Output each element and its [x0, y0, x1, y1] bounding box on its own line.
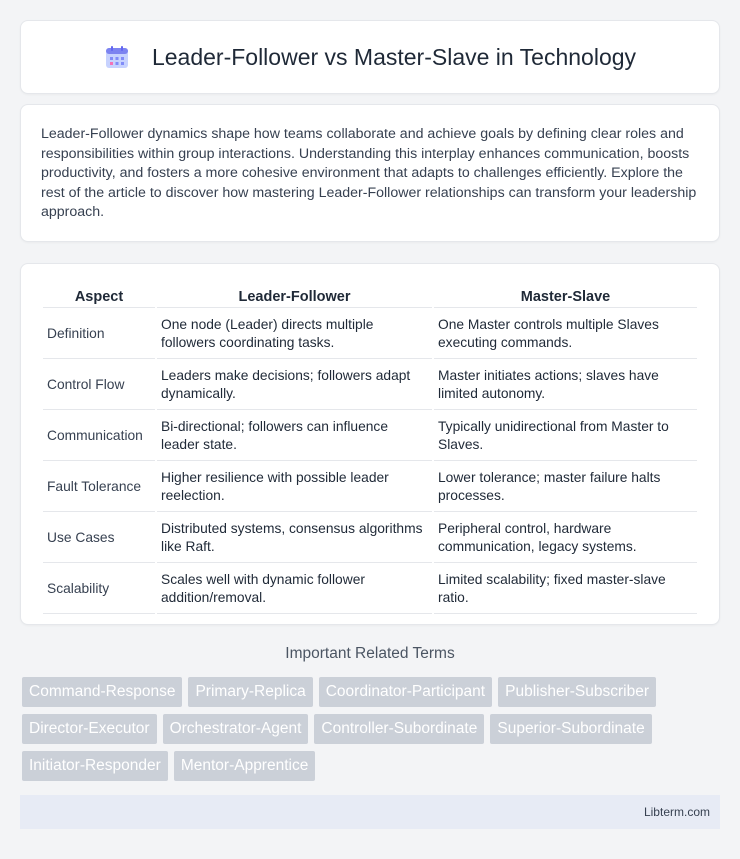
related-terms-heading: Important Related Terms [285, 645, 455, 662]
header-master-slave: Master-Slave [434, 286, 697, 308]
page-title: Leader-Follower vs Master-Slave in Technology [151, 43, 637, 70]
related-term-tag[interactable]: Controller-Subordinate [314, 714, 484, 744]
table-row [43, 361, 697, 410]
related-term-tag[interactable]: Publisher-Subscriber [498, 677, 656, 707]
row-aspect: Use Cases [43, 514, 155, 563]
related-term-tag[interactable]: Command-Response [22, 677, 182, 707]
footer-bar [20, 795, 720, 829]
row-leader-follower: Higher resilience with possible leader reelection. [157, 463, 432, 512]
row-leader-follower: Distributed systems, consensus algorithms like Raft. [157, 514, 432, 563]
intro-paragraph: Leader-Follower dynamics shape how teams collaborate and achieve goals by defining clear roles and responsibilities within group interactions. Understanding this interplay enhances communication, boosts productivity, and fosters a more cohesive environment that adapts to challenges efficiently. Explore the rest of the article to discover how mastering Leader-Follower relationships can transform your leadership approach. [41, 126, 697, 220]
intro-card [20, 104, 720, 242]
calendar-grid-icon [104, 44, 130, 70]
row-aspect: Communication [43, 412, 155, 461]
row-master-slave: Limited scalability; fixed master-slave ratio. [434, 565, 697, 614]
related-term-tag[interactable]: Coordinator-Participant [319, 677, 492, 707]
row-aspect: Scalability [43, 565, 155, 614]
header-aspect: Aspect [43, 286, 155, 308]
row-leader-follower: One node (Leader) directs multiple followers coordinating tasks. [157, 310, 432, 359]
table-row [43, 565, 697, 614]
related-term-tag[interactable]: Orchestrator-Agent [163, 714, 309, 744]
related-term-tag[interactable]: Primary-Replica [188, 677, 312, 707]
table-row [43, 514, 697, 563]
related-terms-list [22, 677, 722, 781]
row-master-slave: Peripheral control, hardware communication, legacy systems. [434, 514, 697, 563]
footer-site-link[interactable]: Libterm.com [643, 805, 710, 819]
row-leader-follower: Leaders make decisions; followers adapt dynamically. [157, 361, 432, 410]
title-card [20, 20, 720, 94]
table-header-row [43, 286, 697, 308]
table-row [43, 310, 697, 359]
comparison-card [20, 263, 720, 625]
row-aspect: Control Flow [43, 361, 155, 410]
row-leader-follower: Bi-directional; followers can influence leader state. [157, 412, 432, 461]
related-term-tag[interactable]: Mentor-Apprentice [174, 751, 316, 781]
row-master-slave: One Master controls multiple Slaves executing commands. [434, 310, 697, 359]
table-row [43, 412, 697, 461]
row-leader-follower: Scales well with dynamic follower addition/removal. [157, 565, 432, 614]
related-term-tag[interactable]: Initiator-Responder [22, 751, 168, 781]
table-row [43, 463, 697, 512]
row-aspect: Definition [43, 310, 155, 359]
related-term-tag[interactable]: Director-Executor [22, 714, 157, 744]
related-term-tag[interactable]: Superior-Subordinate [490, 714, 651, 744]
row-master-slave: Lower tolerance; master failure halts processes. [434, 463, 697, 512]
header-leader-follower: Leader-Follower [157, 286, 432, 308]
row-master-slave: Typically unidirectional from Master to Slaves. [434, 412, 697, 461]
row-aspect: Fault Tolerance [43, 463, 155, 512]
comparison-table [41, 284, 699, 616]
row-master-slave: Master initiates actions; slaves have limited autonomy. [434, 361, 697, 410]
